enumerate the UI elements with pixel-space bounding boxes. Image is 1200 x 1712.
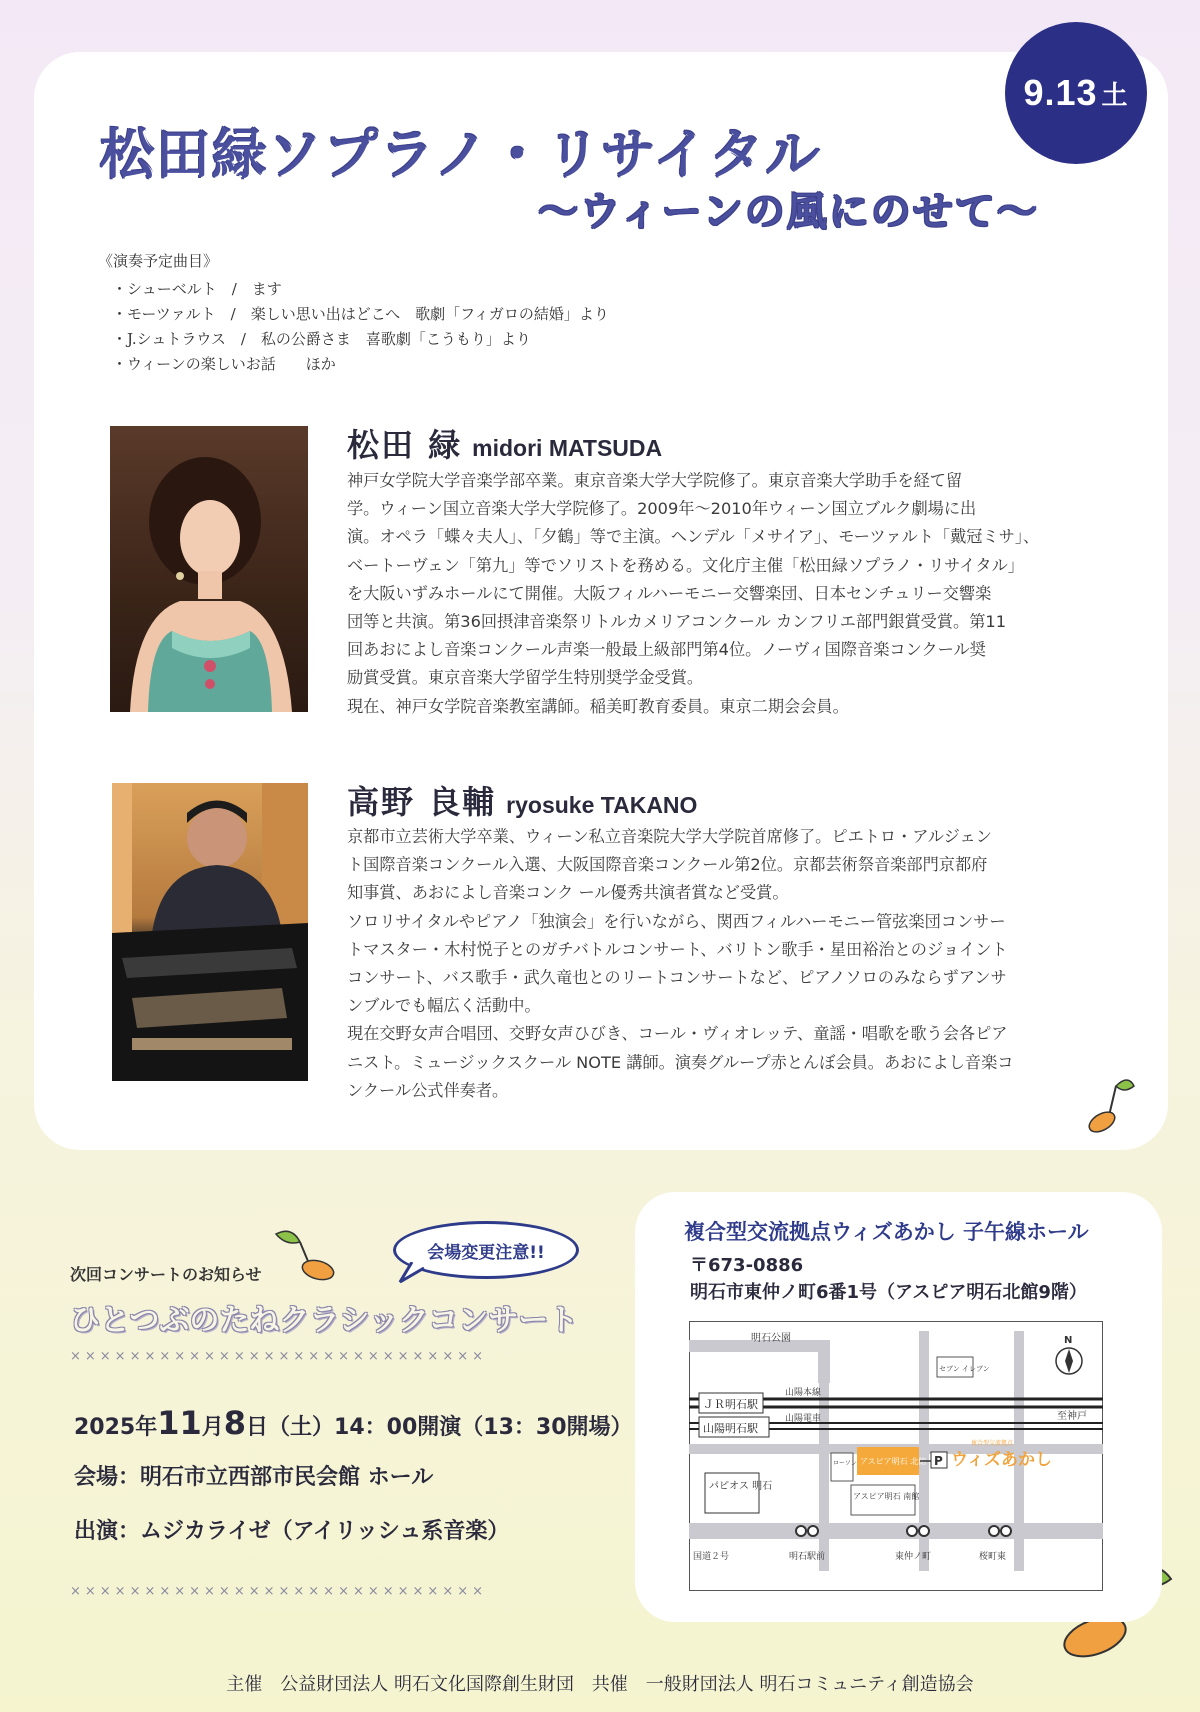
map-wiz-small: 複合型交流拠点 xyxy=(971,1440,1014,1447)
singer-bio xyxy=(347,467,1039,721)
hall-name: 複合型交流拠点ウィズあかし 子午線ホール xyxy=(684,1220,1089,1244)
map-jr-station: ＪＲ明石駅 xyxy=(703,1398,758,1411)
map-parking: P xyxy=(934,1454,943,1468)
bio-line: 学。ウィーン国立音楽大学大学院修了。2009年〜2010年ウィーン国立ブルク劇場に出 xyxy=(347,499,977,519)
bio-line: 団等と共演。第36回摂津音楽祭リトルカメリアコンクール カンフリエ部門銀賞受賞。第11 xyxy=(347,612,1007,632)
map-stop-2: 東仲ノ町 xyxy=(895,1552,932,1562)
bio-line: ト国際音楽コンクール入選、大阪国際音楽コンクール第2位。京都芸術祭音楽部門京都府 xyxy=(347,855,988,875)
singer-photo xyxy=(110,426,308,712)
program-item: ・モーツァルト / 楽しい思い出はどこへ 歌劇「フィガロの結婚」より xyxy=(112,305,609,323)
bio-line: ソロリサイタルやピアノ「独演会」を行いながら、関西フィルハーモニー管弦楽団コンサー xyxy=(347,911,1006,931)
divider-line: ×××××××××××××××××××××××××××× xyxy=(70,1584,487,1599)
footer xyxy=(0,1670,1200,1696)
bio-line: 回あおによし音楽コンクール声楽一般最上級部門第4位。ノーヴィ国際音楽コンクール奨 xyxy=(347,640,986,660)
map-lawson: ローソン xyxy=(833,1460,857,1467)
venue-change-bubble: 会場変更注意!! xyxy=(393,1221,579,1279)
next-concert-venue: 会場：明石市立西部市民会館 ホール xyxy=(74,1465,434,1490)
next-concert-performer: 出演：ムジカライゼ（アイリッシュ系音楽） xyxy=(74,1519,510,1544)
bio-line: 現在、神戸女学院音楽教室講師。稲美町教育委員。東京二期会会員。 xyxy=(347,696,849,716)
pianist-name xyxy=(347,777,697,823)
program-list xyxy=(98,250,609,377)
map-stop-1: 明石駅前 xyxy=(789,1552,826,1562)
map-seven-label: セブン イレブン xyxy=(939,1365,990,1373)
map-aspia-north: アスピア明石 北館 xyxy=(860,1457,927,1466)
date-badge xyxy=(1005,22,1147,164)
bio-line: 励賞受賞。東京音楽大学留学生特別奨学金受賞。 xyxy=(347,668,704,688)
pianist-name-en: ryosuke TAKANO xyxy=(506,792,698,818)
map-aspia-south: アスピア明石 南館 xyxy=(853,1492,920,1501)
divider-line: ×××××××××××××××××××××××××××× xyxy=(70,1349,487,1364)
singer-name-jp: 松田 緑 xyxy=(347,426,463,464)
lawson-box xyxy=(831,1453,853,1481)
bio-line: コンサート、バス歌手・武久竜也とのリートコンサートなど、ピアノソロのみならずアンサ xyxy=(347,968,1007,988)
map-north: N xyxy=(1064,1335,1073,1346)
map-pavios: パピオス 明石 xyxy=(709,1481,773,1492)
pianist-photo xyxy=(112,783,308,1081)
bio-line: ニスト。ミュージックスクール NOTE 講師。演奏グループ赤とんぼ会員。あおによし音楽コ xyxy=(347,1052,1014,1072)
next-concert-title: ひとつぶのたねクラシックコンサート xyxy=(70,1303,579,1338)
recital-title: 松田緑ソプラノ・リサイタル xyxy=(100,123,822,186)
singer-name xyxy=(347,420,662,466)
weekday-text: 土 xyxy=(1101,79,1129,110)
pianist-name-jp: 高野 良輔 xyxy=(347,783,497,821)
seed-note-icon xyxy=(272,1226,338,1286)
hall-address: 明石市東仲ノ町6番1号（アスピア明石北館9階） xyxy=(690,1282,1087,1303)
footer-cohost: 共催 一般財団法人 明石コミュニティ創造協会 xyxy=(591,1674,974,1695)
bio-line: を大阪いずみホールにて開催。大阪フィルハーモニー交響楽団、日本センチュリー交響楽 xyxy=(347,583,992,603)
bio-line: トマスター・木村悦子とのガチバトルコンサート、バリトン歌手・星田裕治とのジョイント xyxy=(347,939,1008,959)
program-item: ・J.シュトラウス / 私の公爵さま 喜歌劇「こうもり」より xyxy=(112,330,531,348)
access-map xyxy=(689,1321,1103,1591)
bio-line: 知事賞、あおによし音楽コンク ール優秀共演者賞など受賞。 xyxy=(347,883,789,903)
map-wiz-label: ウィズあかし xyxy=(951,1450,1052,1470)
bio-line: ンブルでも幅広く活動中。 xyxy=(347,996,541,1016)
bubble-tail xyxy=(398,1262,428,1284)
map-sanyo-station: 山陽明石駅 xyxy=(703,1422,758,1435)
pianist-bio xyxy=(347,823,1014,1105)
next-concert-label: 次回コンサートのお知らせ xyxy=(70,1265,262,1284)
seed-note-icon xyxy=(1078,1072,1138,1134)
map-route2: 国道２号 xyxy=(693,1552,730,1562)
hall-zip: 〒673-0886 xyxy=(690,1255,804,1276)
bio-line: ンクール公式伴奏者。 xyxy=(347,1080,509,1100)
bio-line: 演。オペラ「蝶々夫人」、「夕鶴」等で主演。ヘンデル「メサイア」、モーツァルト「戴冠ミサ」、 xyxy=(347,527,1040,547)
next-concert-date: 2025年11月8日（土）14：00開演（13：30開場） xyxy=(74,1404,633,1442)
date-text: 9.13 xyxy=(1023,72,1098,113)
program-item: ・ウィーンの楽しいお話 ほか xyxy=(112,355,336,373)
bio-line: 神戸女学院大学音楽学部卒業。東京音楽大学大学院修了。東京音楽大学助手を経て留 xyxy=(347,471,963,490)
recital-subtitle: 〜ウィーンの風にのせて〜 xyxy=(538,189,1039,235)
bio-line: ベートーヴェン「第九」等でソリストを務める。文化庁主催「松田緑ソプラノ・リサイタル」 xyxy=(347,555,1024,575)
map-to-kobe: 至神戸 xyxy=(1057,1411,1087,1422)
map-stop-3: 桜町東 xyxy=(979,1552,1007,1562)
map-sanyo-line: 山陽電車 xyxy=(785,1414,822,1424)
singer-name-en: midori MATSUDA xyxy=(472,435,663,461)
pavios-box xyxy=(705,1473,759,1513)
bio-line: 京都市立芸術大学卒業、ウィーン私立音楽院大学大学院首席修了。ピエトロ・アルジェン xyxy=(347,827,992,846)
bio-line: 現在交野女声合唱団、交野女声ひびき、コール・ヴィオレッテ、童謡・唱歌を歌う会各ピア xyxy=(347,1024,1008,1044)
program-item: ・シューベルト / ます xyxy=(112,280,282,298)
map-park-label: 明石公園 xyxy=(751,1333,791,1344)
footer-host: 主催 公益財団法人 明石文化国際創生財団 xyxy=(226,1674,575,1695)
program-heading: 《演奏予定曲目》 xyxy=(98,252,219,270)
map-jr-line: 山陽本線 xyxy=(785,1388,822,1398)
